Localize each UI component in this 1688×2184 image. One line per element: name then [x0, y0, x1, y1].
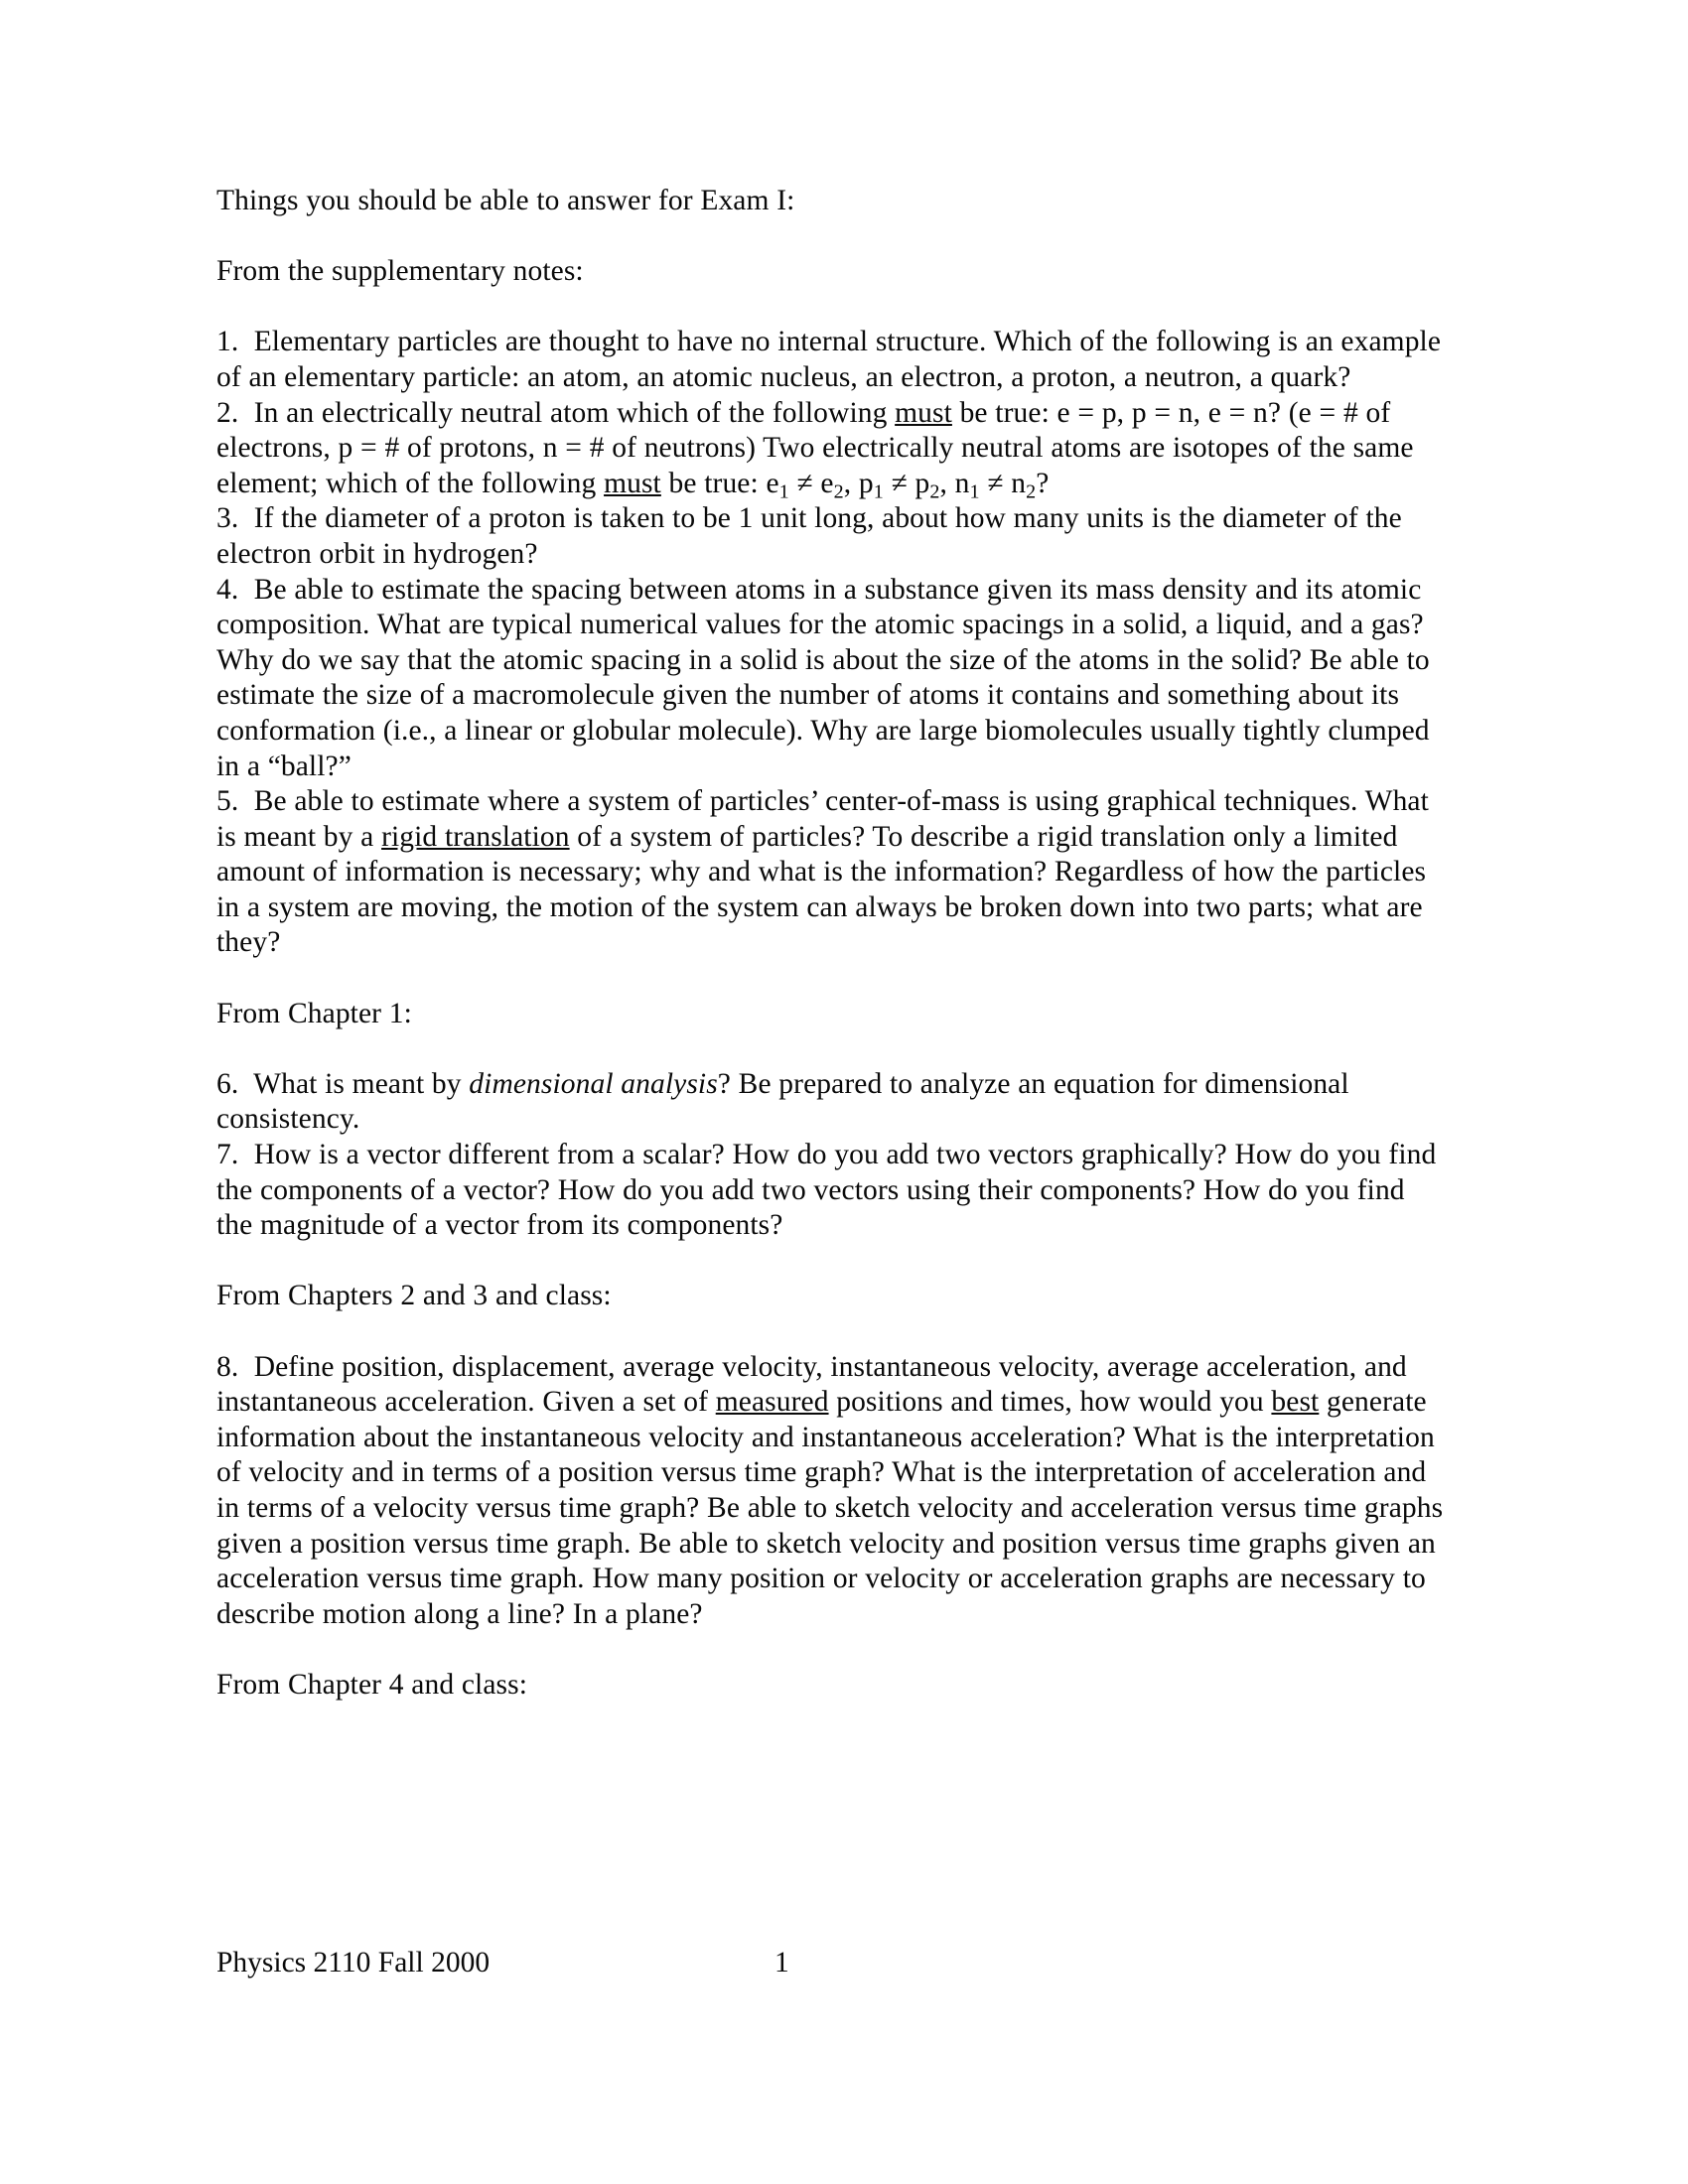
- question-number: 1.: [216, 326, 239, 358]
- question-text-part: In an electrically neutral atom which of the following: [253, 396, 896, 429]
- question-item-7: [216, 1138, 1448, 1244]
- question-text: How is a vector different from a scalar? How do you add two vectors graphically? How do you find the components of a vector? How do you add two vectors using their components? How do you find the magnitude of a vector from its components?: [216, 1139, 1437, 1242]
- spacer: [216, 961, 1448, 997]
- question-number: 7.: [216, 1139, 239, 1171]
- question-text-part: be true: e = p, p = n, e = n? (e = # of electrons, p = # of protons, n = # of neutrons) Two electrically neutral atoms are isotopes of the same element; which of the following: [216, 396, 1414, 499]
- spacer: [216, 219, 1448, 255]
- question-item-8: [216, 1350, 1448, 1633]
- subscript: 1: [969, 480, 980, 503]
- footer-row: [216, 1946, 1448, 1981]
- subscript: 1: [873, 480, 884, 503]
- question-text-part: ?: [1036, 467, 1050, 499]
- question-number: 3.: [216, 502, 239, 535]
- question-item-4: [216, 573, 1448, 785]
- question-text-part: , p: [843, 467, 874, 499]
- italic-dimensional-analysis: dimensional analysis: [469, 1067, 718, 1100]
- question-text: Be able to estimate the spacing between atoms in a substance given its mass density and its atomic composition. What are typical numerical values for the atomic spacings in a solid, a liquid, and a gas? Why do we say that the atomic spacing in a solid is about the size of the atoms in the solid? Be able to estimate the size of a macromolecule given the number of atoms it contains and something about its conformation (i.e., a linear or globular molecule). Why are large biomolecules usually tightly clumped in a “ball?”: [216, 573, 1430, 782]
- question-text: If the diameter of a proton is taken to be 1 unit long, about how many units is the diameter of the electron orbit in hydrogen?: [216, 502, 1402, 570]
- footer-course-label: Physics 2110 Fall 2000: [216, 1947, 491, 1979]
- emphasis-must: must: [895, 396, 952, 429]
- section-heading-chapters-2-3: From Chapters 2 and 3 and class:: [216, 1280, 612, 1312]
- emphasis-must: must: [604, 467, 661, 499]
- question-number: 4.: [216, 573, 239, 606]
- spacer: [216, 1314, 1448, 1350]
- subscript: 2: [833, 480, 844, 503]
- spacer: [216, 1031, 1448, 1067]
- question-text-part: generate information about the instantaneous velocity and instantaneous acceleration? What is the interpretation of velocity and in terms of a position versus time graph? What is the interpretation of acceleration and in terms of a velocity versus time graph? Be able to sketch velocity and acceleration versus time graphs given a position versus time graph. Be able to sketch velocity and position versus time graphs given an acceleration versus time graph. How many position or velocity or acceleration graphs are necessary to describe motion along a line? In a plane?: [216, 1386, 1444, 1630]
- subscript: 2: [929, 480, 940, 503]
- question-text-part: ≠ n: [979, 467, 1027, 499]
- emphasis-rigid-translation: rigid translation: [381, 820, 570, 853]
- question-text-part: ≠ e: [788, 467, 834, 499]
- question-number: 2.: [216, 396, 239, 429]
- question-item-6: [216, 1067, 1448, 1138]
- footer-page-number: 1: [774, 1947, 789, 1979]
- document-title: Things you should be able to answer for Exam I:: [216, 185, 795, 216]
- question-number: 8.: [216, 1350, 239, 1383]
- question-number: 6.: [216, 1067, 239, 1100]
- question-item-5: [216, 784, 1448, 961]
- section-heading-supplementary-notes: From the supplementary notes:: [216, 255, 584, 288]
- question-text-part: Be able to estimate where a system of particles’ center-of-mass is using graphical techniques. What is meant by a: [216, 785, 1429, 853]
- spacer: [216, 1244, 1448, 1280]
- section-heading-chapter-4: From Chapter 4 and class:: [216, 1668, 527, 1701]
- question-text-part: ? Be prepared to analyze an equation for dimensional consistency.: [216, 1067, 1349, 1136]
- question-text-part: of a system of particles? To describe a rigid translation only a limited amount of information is necessary; why and what is the information? Regardless of how the particles in a system are moving, the motion of the system can always be broken down into two parts; what are they?: [216, 820, 1427, 959]
- question-item-3: [216, 501, 1448, 572]
- question-item-2: [216, 396, 1448, 502]
- question-text-part: , n: [939, 467, 970, 499]
- document-body: [216, 184, 1448, 1704]
- question-text-part: be true: e: [660, 467, 779, 499]
- question-number: 5.: [216, 785, 239, 818]
- question-text: Elementary particles are thought to have no internal structure. Which of the following is an example of an elementary particle: an atom, an atomic nucleus, an electron, a proton, a neutron, a quark?: [216, 326, 1442, 393]
- page-footer: [216, 1946, 1448, 1981]
- question-item-1: [216, 325, 1448, 395]
- spacer: [216, 1632, 1448, 1668]
- subscript: 1: [778, 480, 789, 503]
- section-heading-chapter-1: From Chapter 1:: [216, 997, 412, 1029]
- question-text-part: Define position, displacement, average velocity, instantaneous velocity, average acceleration, and instantaneous acceleration. Given a set of: [216, 1350, 1407, 1419]
- spacer: [216, 290, 1448, 326]
- emphasis-measured: measured: [715, 1386, 829, 1419]
- subscript: 2: [1026, 480, 1037, 503]
- emphasis-best: best: [1271, 1386, 1320, 1419]
- question-text-part: ≠ p: [883, 467, 930, 499]
- question-text-part: positions and times, how would you: [828, 1386, 1272, 1419]
- question-text-part: What is meant by: [253, 1067, 470, 1100]
